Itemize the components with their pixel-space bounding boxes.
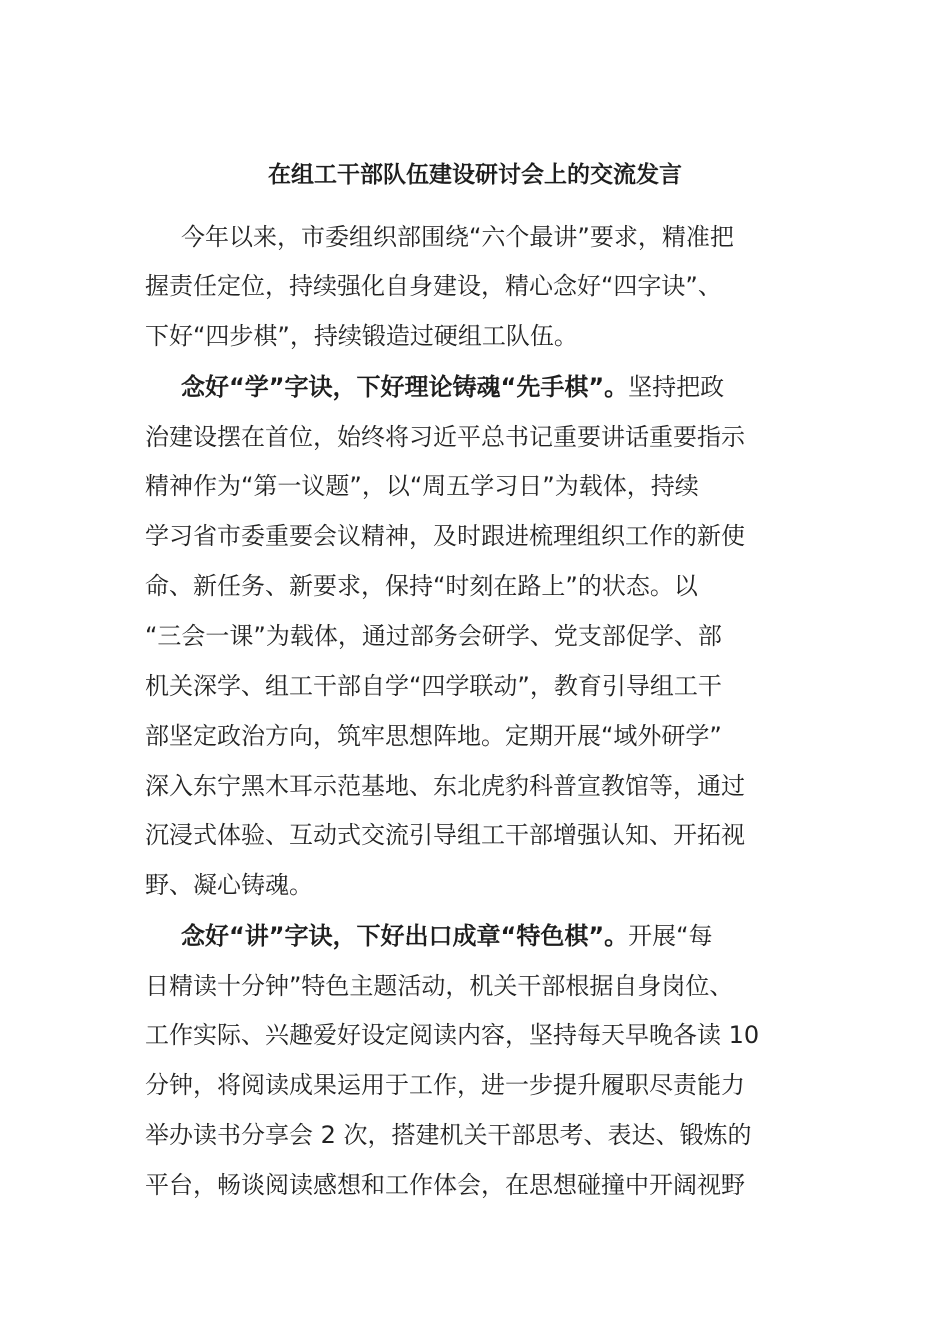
paragraph-line: 深入东宁黑木耳示范基地、东北虎豹科普宣教馆等，通过 bbox=[145, 772, 745, 800]
paragraph-line: 日精读十分钟”特色主题活动，机关干部根据自身岗位、 bbox=[145, 972, 734, 1000]
paragraph-line: 举办读书分享会 2 次，搭建机关干部思考、表达、锻炼的 bbox=[145, 1121, 752, 1149]
section-lead-speak: 念好“讲”字诀，下好出口成章“特色棋”。 bbox=[181, 922, 629, 950]
paragraph-line: 分钟，将阅读成果运用于工作，进一步提升履职尽责能力 bbox=[145, 1071, 745, 1099]
paragraph-line: 握责任定位，持续强化自身建设，精心念好“四字诀”、 bbox=[145, 272, 722, 300]
paragraph-line: 工作实际、兴趣爱好设定阅读内容，坚持每天早晚各读 10 bbox=[145, 1021, 760, 1049]
paragraph-line: 精神作为“第一议题”，以“周五学习日”为载体，持续 bbox=[145, 472, 699, 500]
paragraph-line: 野、凝心铸魂。 bbox=[145, 871, 313, 899]
paragraph-text: 开展“每 bbox=[628, 922, 713, 950]
paragraph-line: 下好“四步棋”，持续锻造过硬组工队伍。 bbox=[145, 322, 578, 350]
section-lead-study: 念好“学”字诀，下好理论铸魂“先手棋”。 bbox=[181, 373, 629, 401]
paragraph-line: 机关深学、组工干部自学“四学联动”，教育引导组工干 bbox=[145, 672, 722, 700]
paragraph-line: 部坚定政治方向，筑牢思想阵地。定期开展“域外研学” bbox=[145, 722, 722, 750]
section-heading-line bbox=[181, 367, 807, 407]
paragraph-line: 治建设摆在首位，始终将习近平总书记重要讲话重要指示 bbox=[145, 423, 745, 451]
section-heading-line bbox=[181, 916, 807, 956]
paragraph-line: 学习省市委重要会议精神，及时跟进梳理组织工作的新使 bbox=[145, 522, 745, 550]
document-title: 在组工干部队伍建设研讨会上的交流发言 bbox=[268, 162, 682, 188]
paragraph-line: 命、新任务、新要求，保持“时刻在路上”的状态。以 bbox=[145, 572, 698, 600]
paragraph-line: 沉浸式体验、互动式交流引导组工干部增强认知、开拓视 bbox=[145, 821, 745, 849]
paragraph-line: 今年以来，市委组织部围绕“六个最讲”要求，精准把 bbox=[181, 223, 734, 251]
paragraph-line: “三会一课”为载体，通过部务会研学、党支部促学、部 bbox=[145, 622, 722, 650]
paragraph-line: 平台，畅谈阅读感想和工作体会，在思想碰撞中开阔视野 bbox=[145, 1171, 745, 1199]
paragraph-text: 坚持把政 bbox=[628, 373, 725, 401]
